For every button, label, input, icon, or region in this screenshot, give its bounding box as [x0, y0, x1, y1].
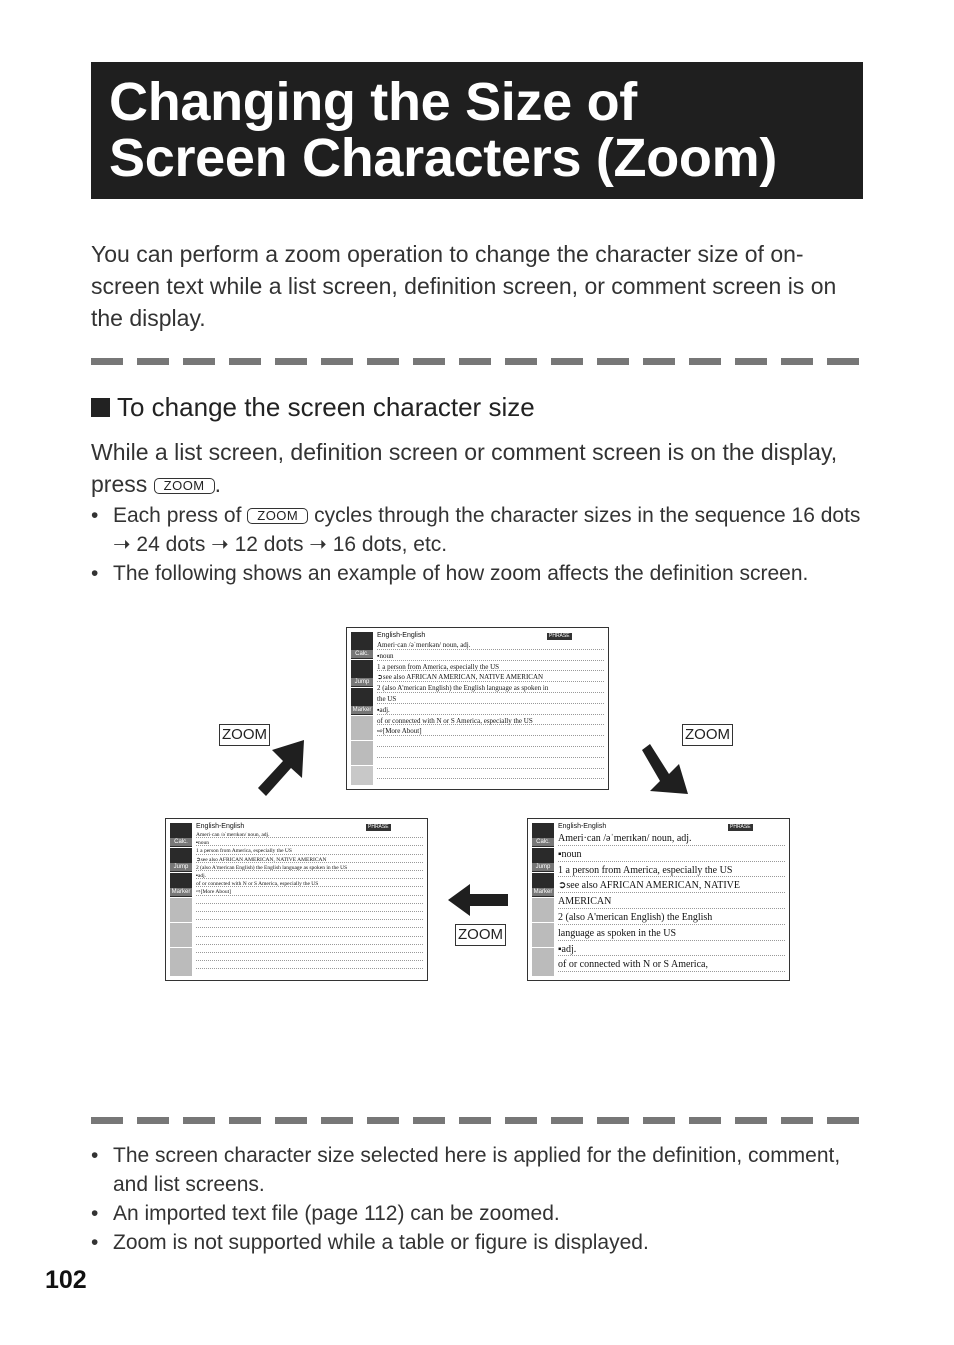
zoom-label: ZOOM — [219, 724, 270, 746]
section-body-text: While a list screen, definition screen or comment screen is on the display, press — [91, 439, 838, 497]
screen-header: English-English — [558, 823, 607, 830]
jump-icon: Jump — [532, 848, 554, 873]
marker-icon: Marker — [532, 873, 554, 898]
screen-line-text: ▪noun — [377, 651, 394, 660]
screen-rule — [196, 936, 423, 937]
square-bullet-icon — [91, 398, 110, 417]
section-body — [91, 436, 863, 500]
screen-line-text: 2 (also A'merican English) the English language as spoken in the US — [196, 864, 348, 871]
phrase-badge: PHRASE — [730, 824, 751, 830]
screen-rule — [196, 968, 423, 969]
screen-header: English-English — [377, 632, 426, 639]
screen-line-text: ▪noun — [558, 848, 582, 860]
phrase-badge: PHRASE — [368, 824, 389, 830]
screen-line-text: ▪adj. — [377, 705, 390, 714]
calc-icon: Calc. — [170, 823, 192, 848]
screen-rule — [196, 960, 423, 961]
page-title-line-1: Changing the Size of — [109, 72, 637, 132]
screen-line-text: Ameri·can /əˈmerɪkən/ noun, adj. — [558, 833, 692, 844]
bullet-text: cycles through the character sizes in the sequence 16 dots ➝ 24 dots ➝ 12 dots ➝ 16 dots, etc. — [113, 504, 861, 556]
screen-line-text: AMERICAN — [558, 896, 612, 908]
screen-line-text: Ameri·can /əˈmerɪkən/ noun, adj. — [377, 641, 471, 649]
note-text: An imported text file (page 112) can be zoomed. — [113, 1202, 560, 1225]
section-heading — [91, 392, 535, 423]
jump-icon: Jump — [351, 660, 373, 688]
instruction-bullets — [91, 501, 863, 588]
jump-icon: Jump — [170, 848, 192, 873]
screen-24-dots — [527, 818, 790, 981]
screen-line-text: ➲see also AFRICAN AMERICAN, NATIVE — [558, 880, 740, 892]
screen-line-text: of or connected with N or S America, especially the US — [377, 716, 533, 725]
screen-line-text: of or connected with N or S America, — [558, 959, 708, 971]
section-divider — [91, 358, 863, 365]
title-banner — [91, 62, 863, 199]
screen-rule — [196, 952, 423, 953]
screen-line-text: 1 a person from America, especially the US — [377, 662, 500, 671]
screen-line-text: ➲see also AFRICAN AMERICAN, NATIVE AMERICAN — [377, 673, 544, 682]
screen-sidebar — [170, 823, 192, 976]
screen-rule — [196, 919, 423, 920]
screen-line-text: of or connected with N or S America, especially the US — [196, 881, 319, 888]
screen-rule — [196, 927, 423, 928]
screen-line-text: ▪adj. — [196, 873, 207, 879]
calc-icon: Calc. — [351, 632, 373, 660]
note-item: • An imported text file (page 112) can be zoomed. — [91, 1202, 560, 1225]
screen-rule — [377, 768, 604, 769]
screen-rule — [196, 911, 423, 912]
note-item: • The screen character size selected here is applied for the definition, comment, and list screens. — [91, 1144, 841, 1196]
screen-rule — [377, 757, 604, 758]
screen-sidebar — [351, 632, 373, 785]
zoom-label: ZOOM — [455, 924, 506, 946]
screen-rule — [196, 845, 423, 846]
bullet-text: The following shows an example of how zoom affects the definition screen. — [113, 562, 809, 585]
screen-rule — [196, 944, 423, 945]
screen-line-text: 2 (also A'merican English) the English language as spoken in — [377, 684, 549, 693]
screen-header: English-English — [196, 823, 245, 830]
screen-line-text: language as spoken in the US — [558, 927, 677, 939]
screen-line-text: ▪adj. — [558, 943, 577, 955]
notes-list — [91, 1141, 863, 1257]
screen-line-text: ⇨[More About] — [196, 889, 232, 896]
screen-line-text: ⇨[More About] — [377, 727, 422, 736]
screen-sidebar — [532, 823, 554, 976]
bullet-text: Each press of — [113, 504, 242, 527]
screen-line-text: 1 a person from America, especially the US — [196, 848, 292, 855]
screen-line-text: ➲see also AFRICAN AMERICAN, NATIVE AMERICAN — [196, 856, 327, 863]
note-text: The screen character size selected here is applied for the definition, comment, and list screens. — [113, 1144, 841, 1196]
screen-12-dots — [165, 818, 428, 981]
screen-rule — [377, 660, 604, 661]
arrow-left-icon — [446, 880, 510, 920]
screen-rule — [558, 955, 785, 956]
bullet-item: • Each press of ZOOM cycles through the character sizes in the sequence 16 dots ➝ 24 dots ➝ 12 dots ➝ 16 dots, etc. — [91, 504, 861, 556]
zoom-key: ZOOM — [247, 508, 308, 524]
arrow-up-right-icon — [256, 738, 308, 798]
zoom-key: ZOOM — [154, 478, 215, 494]
marker-icon: Marker — [170, 873, 192, 898]
screen-line-text: the US — [377, 695, 397, 703]
screen-line-text: 2 (also A'merican English) the English — [558, 912, 713, 923]
screen-line-text: ▪noun — [196, 840, 209, 847]
screen-rule — [377, 746, 604, 747]
screen-rule — [377, 714, 604, 715]
screen-rule — [558, 861, 785, 862]
screen-line-text: 1 a person from America, especially the US — [558, 864, 733, 876]
zoom-label: ZOOM — [682, 724, 733, 746]
section-body-end: . — [214, 471, 222, 497]
screen-rule — [377, 703, 604, 704]
phrase-badge: PHRASE — [549, 633, 570, 639]
bullet-item: • The following shows an example of how zoom affects the definition screen. — [91, 562, 809, 585]
page-number: 102 — [45, 1266, 87, 1294]
intro-paragraph: You can perform a zoom operation to change the character size of on-screen text while a list screen, definition screen, or comment screen is on the display. — [91, 241, 837, 331]
section-divider — [91, 1117, 863, 1124]
screen-16-dots — [346, 627, 609, 790]
note-text: Zoom is not supported while a table or figure is displayed. — [113, 1231, 649, 1254]
note-item: • Zoom is not supported while a table or figure is displayed. — [91, 1231, 649, 1254]
screen-rule — [377, 778, 604, 779]
section-heading-text: To change the screen character size — [117, 392, 535, 422]
marker-icon: Marker — [351, 688, 373, 716]
screen-rule — [196, 878, 423, 879]
page-title-line-2: Screen Characters (Zoom) — [109, 128, 778, 188]
screen-line-text: Ameri·can /əˈmerɪkən/ noun, adj. — [196, 832, 270, 838]
calc-icon: Calc. — [532, 823, 554, 848]
screen-rule — [196, 903, 423, 904]
arrow-down-right-icon — [640, 738, 692, 798]
